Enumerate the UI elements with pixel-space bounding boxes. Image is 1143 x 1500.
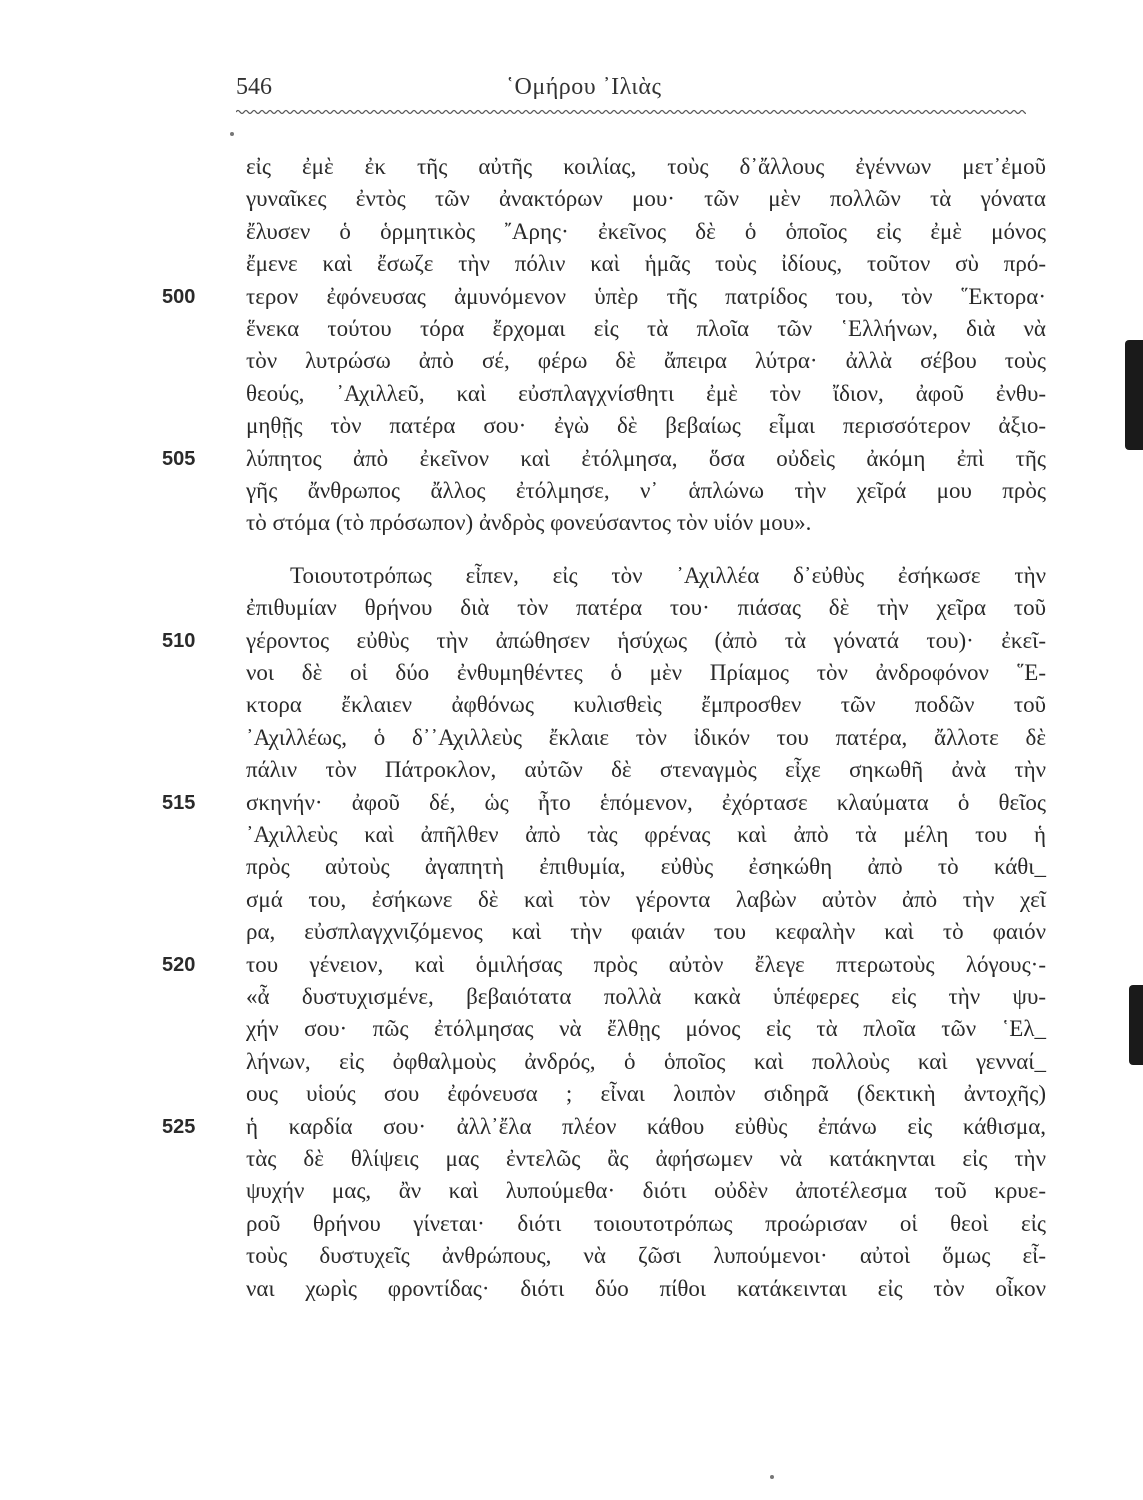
text-line: ἡ καρδία σου· ἀλλ᾿ἔλα πλέον κάθου εὐθὺς ἐπάνω εἰς κάθισμα, bbox=[246, 1113, 1046, 1139]
text-line: ἔμενε καὶ ἔσωζε τὴν πόλιν καὶ ἡμᾶς τοὺς ἰδίους, τοῦτον σὺ πρό- bbox=[246, 251, 1046, 277]
verse-number: 515 bbox=[162, 791, 196, 814]
scan-edge-mark bbox=[1125, 340, 1143, 450]
text-line: ἔλυσεν ὁ ὁρμητικὸς ῎Αρης· ἐκεῖνος δὲ ὁ ὁποῖος εἰς ἐμὲ μόνος bbox=[246, 218, 1046, 244]
text-line: «ἆ δυστυχισμένε, βεβαιότατα πολλὰ κακὰ ὑπέφερες εἰς τὴν ψυ- bbox=[246, 984, 1046, 1009]
text-line: μηθῇς τὸν πατέρα σου· ἐγὼ δὲ βεβαίως εἶμαι περισσότερον ἀξιο- bbox=[246, 413, 1046, 439]
text-line: εἰς ἐμὲ ἐκ τῆς αὐτῆς κοιλίας, τοὺς δ᾿ἄλλους ἐγέννων μετ᾿ἐμοῦ bbox=[246, 154, 1046, 179]
text-line: γυναῖκες ἐντὸς τῶν ἀνακτόρων μου· τῶν μὲν πολλῶν τὰ γόνατα bbox=[246, 186, 1046, 212]
text-line: τερον ἐφόνευσας ἀμυνόμενον ὑπὲρ τῆς πατρίδος του, τὸν ῞Εκτορα· bbox=[246, 283, 1046, 309]
verse-number: 500 bbox=[162, 285, 196, 308]
page-number: 546 bbox=[236, 74, 272, 100]
text-line: του γένειον, καὶ ὁμιλήσας πρὸς αὐτὸν ἔλεγε πτερωτοὺς λόγους·- bbox=[246, 951, 1046, 977]
running-title: ῾Ομήρου ᾿Ιλιὰς bbox=[506, 74, 662, 100]
text-line: Τοιουτοτρόπως εἶπεν, εἰς τὸν ᾿Αχιλλέα δ᾿εὐθὺς ἐσήκωσε τὴν bbox=[290, 562, 1046, 588]
scan-speck bbox=[770, 1475, 774, 1479]
verse-number: 525 bbox=[162, 1115, 196, 1138]
page-header bbox=[236, 74, 1026, 114]
text-line: τὸ στόμα (τὸ πρόσωπον) ἀνδρὸς φονεύσαντος τὸν υἱόν μου». bbox=[246, 510, 812, 536]
text-line: σμά του, ἐσήκωνε δὲ καὶ τὸν γέροντα λαβὼν αὐτὸν ἀπὸ τὴν χεῖ bbox=[246, 886, 1046, 912]
text-line: σκηνήν· ἀφοῦ δέ, ὡς ἦτο ἑπόμενον, ἐχόρτασε κλαύματα ὁ θεῖος bbox=[246, 789, 1046, 815]
scan-speck bbox=[230, 132, 234, 136]
text-line: κτορα ἔκλαιεν ἀφθόνως κυλισθεὶς ἔμπροσθεν τῶν ποδῶν τοῦ bbox=[246, 692, 1046, 718]
text-line: ψυχήν μας, ἂν καὶ λυπούμεθα· διότι οὐδὲν ἀποτέλεσμα τοῦ κρυε- bbox=[246, 1178, 1046, 1204]
text-line: θεούς, ᾿Αχιλλεῦ, καὶ εὐσπλαγχνίσθητι ἐμὲ τὸν ἴδιον, ἀφοῦ ἐνθυ- bbox=[246, 380, 1046, 406]
text-line: ους υἱούς σου ἐφόνευσα ; εἶναι λοιπὸν σιδηρᾶ (δεκτικὴ ἀντοχῆς) bbox=[246, 1081, 1046, 1107]
text-line: λύπητος ἀπὸ ἐκεῖνον καὶ ἐτόλμησα, ὅσα οὐδεὶς ἀκόμη ἐπὶ τῆς bbox=[246, 445, 1046, 471]
text-line: γῆς ἄνθρωπος ἄλλος ἐτόλμησε, ν᾿ ἁπλώνω τὴν χεῖρά μου πρὸς bbox=[246, 478, 1046, 503]
verse-number: 505 bbox=[162, 447, 196, 470]
text-line: ἐπιθυμίαν θρήνου διὰ τὸν πατέρα του· πιάσας δὲ τὴν χεῖρα τοῦ bbox=[246, 595, 1046, 621]
decorative-wavy-rule bbox=[236, 108, 1026, 116]
text-line: πάλιν τὸν Πάτροκλον, αὐτῶν δὲ στεναγμὸς εἶχε σηκωθῆ ἀνὰ τὴν bbox=[246, 757, 1046, 783]
text-line: τοὺς δυστυχεῖς ἀνθρώπους, νὰ ζῶσι λυπούμενοι· αὐτοὶ ὅμως εἶ- bbox=[246, 1243, 1046, 1269]
verse-number: 520 bbox=[162, 953, 196, 976]
text-line: ᾿Αχιλλεὺς καὶ ἀπῆλθεν ἀπὸ τὰς φρένας καὶ ἀπὸ τὰ μέλη του ἡ bbox=[246, 822, 1046, 847]
text-line: λήνων, εἰς ὀφθαλμοὺς ἀνδρός, ὁ ὁποῖος καὶ πολλοὺς καὶ γενναί_ bbox=[246, 1048, 1046, 1074]
text-line: πρὸς αὐτοὺς ἀγαπητὴ ἐπιθυμία, εὐθὺς ἐσηκώθη ἀπὸ τὸ κάθι_ bbox=[246, 854, 1046, 880]
text-line: ᾿Αχιλλέως, ὁ δ᾿᾿Αχιλλεὺς ἔκλαιε τὸν ἰδικόν του πατέρα, ἄλλοτε δὲ bbox=[246, 724, 1046, 750]
text-line: ναι χωρὶς φροντίδας· διότι δύο πίθοι κατάκεινται εἰς τὸν οἶκον bbox=[246, 1275, 1046, 1301]
text-line: γέροντος εὐθὺς τὴν ἀπώθησεν ἡσύχως (ἀπὸ τὰ γόνατά του)· ἐκεῖ- bbox=[246, 627, 1046, 653]
text-line: τὸν λυτρώσω ἀπὸ σέ, φέρω δὲ ἄπειρα λύτρα· ἀλλὰ σέβου τοὺς bbox=[246, 348, 1046, 374]
text-line: νοι δὲ οἱ δύο ἐνθυμηθέντες ὁ μὲν Πρίαμος τὸν ἀνδροφόνον ῞Ε- bbox=[246, 660, 1046, 685]
text-line: ροῦ θρήνου γίνεται· διότι τοιουτοτρόπως προώρισαν οἱ θεοὶ εἰς bbox=[246, 1210, 1046, 1236]
verse-number: 510 bbox=[162, 629, 196, 652]
scan-edge-mark bbox=[1129, 985, 1143, 1065]
text-line: τὰς δὲ θλίψεις μας ἐντελῶς ἂς ἀφήσωμεν νὰ κατάκηνται εἰς τὴν bbox=[246, 1146, 1046, 1171]
text-line: ρα, εὐσπλαγχνιζόμενος καὶ τὴν φαιάν του κεφαλὴν καὶ τὸ φαιόν bbox=[246, 919, 1046, 945]
text-line: χήν σου· πῶς ἐτόλμησας νὰ ἔλθῃς μόνος εἰς τὰ πλοῖα τῶν ῾Ελ_ bbox=[246, 1016, 1046, 1042]
text-line: ἕνεκα τούτου τόρα ἔρχομαι εἰς τὰ πλοῖα τῶν ῾Ελλήνων, διὰ νὰ bbox=[246, 316, 1046, 341]
